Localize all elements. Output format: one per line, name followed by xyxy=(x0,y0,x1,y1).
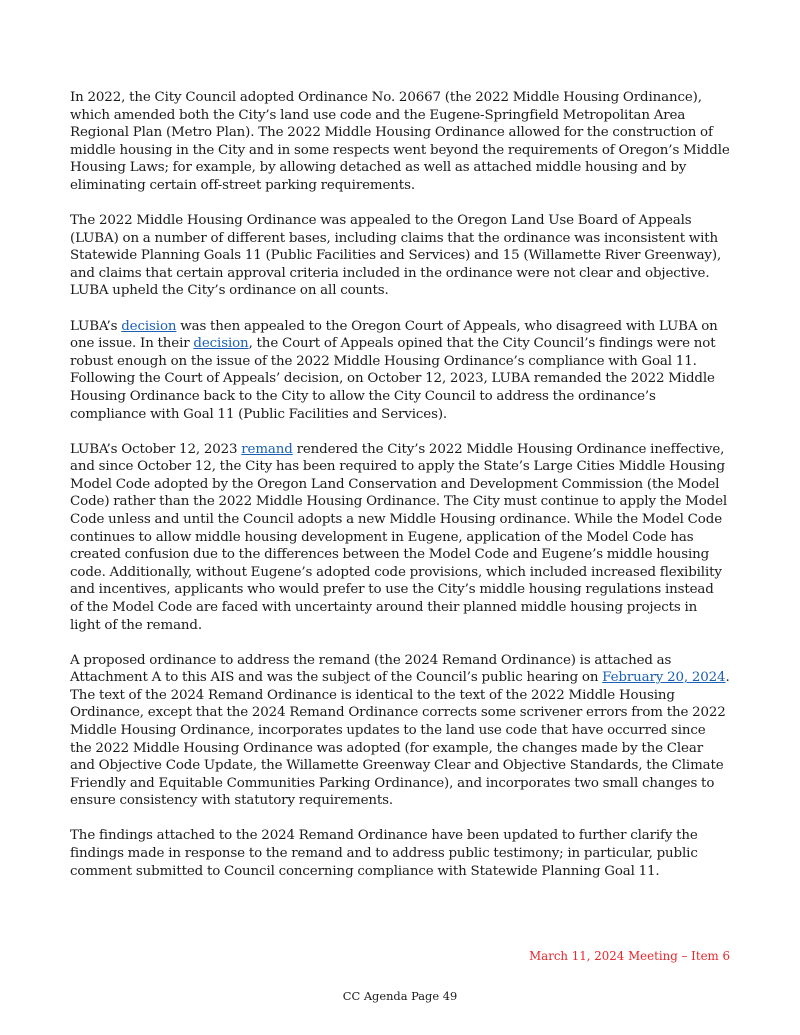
meeting-item-footer: March 11, 2024 Meeting – Item 6 xyxy=(529,949,730,963)
paragraph-court-of-appeals xyxy=(70,318,730,424)
paragraph-2022-ordinance: In 2022, the City Council adopted Ordinance No. 20667 (the 2022 Middle Housing Ordinance), which amended both the City’s land use code and the Eugene-Springfield Metropolitan Area Regional Plan (Metro Plan). The 2022 Middle Housing Ordinance allowed for the construction of middle housing in the City and in some respects went beyond the requirements of Oregon’s Middle Housing Laws; for example, by allowing detached as well as attached middle housing and by eliminating certain off-street parking requirements. xyxy=(70,90,730,193)
remand-link[interactable]: remand xyxy=(241,441,293,457)
text-run: LUBA’s October 12, 2023 xyxy=(70,441,242,457)
text-run: A proposed ordinance to address the remand (the 2024 Remand Ordinance) is attached as Attachment A to this AIS and was the subject of the Council’s public hearing on xyxy=(70,652,672,686)
text-run: , the Court of Appeals opined that the City Council’s findings were not robust enough on the issue of the 2022 Middle Housing Ordinance’s compliance with Goal 11. Following the Court of Appeals’ decision, on October 12, 2023, LUBA remanded the 2022 Middle Housing Ordinance back to the City to allow the City Council to address the ordinance’s compliance with Goal 11 (Public Facilities and Services). xyxy=(70,336,716,422)
text-run: . The text of the 2024 Remand Ordinance is identical to the text of the 2022 Middle Housing Ordinance, except that the 2024 Remand Ordinance corrects some scrivener errors from the 2022 Middle Housing Ordinance, incorporates updates to the land use code that have occurred since the 2022 Middle Housing Ordinance was adopted (for example, the changes made by the Clear and Objective Code Update, the Willamette Greenway Clear and Objective Standards, the Climate Friendly and Equitable Communities Parking Ordinance), and incorporates two small changes to ensure consistency with statutory requirements. xyxy=(70,670,730,809)
paragraph-findings: The findings attached to the 2024 Remand Ordinance have been updated to further clarify the findings made in response to the remand and to address public testimony; in particular, public comment submitted to Council concerning compliance with Statewide Planning Goal 11. xyxy=(70,828,698,879)
public-hearing-date-link[interactable]: February 20, 2024 xyxy=(602,670,726,686)
text-run: was then appealed to the Oregon Court of Appeals, who disagreed with LUBA on one issue. In their xyxy=(70,318,718,352)
agenda-page-number: CC Agenda Page 49 xyxy=(342,989,458,1003)
text-run: rendered the City’s 2022 Middle Housing Ordinance ineffective, and since October 12, the City has been required to apply the State’s Large Cities Middle Housing Model Code adopted by the Oregon Land Conservation and Development Commission (the Model Code) rather than the 2022 Middle Housing Ordinance. The City must continue to apply the Model Code unless and until the Council adopts a new Middle Housing ordinance. While the Model Code continues to allow middle housing development in Eugene, application of the Model Code has created confusion due to the differences between the Model Code and Eugene’s middle housing code. Additionally, without Eugene’s adopted code provisions, which included increased flexibility and incentives, applicants who would prefer to use the City’s middle housing regulations instead of the Model Code are faced with uncertainty around their planned middle housing projects in light of the remand. xyxy=(70,441,728,633)
document-body xyxy=(70,89,730,898)
paragraph-luba-appeal: The 2022 Middle Housing Ordinance was appealed to the Oregon Land Use Board of Appeals (LUBA) on a number of different bases, including claims that the ordinance was inconsistent with Statewide Planning Goals 11 (Public Facilities and Services) and 15 (Willamette River Greenway), and claims that certain approval criteria included in the ordinance were not clear and objective. LUBA upheld the City’s ordinance on all counts. xyxy=(70,213,722,299)
paragraph-remand-effect xyxy=(70,441,730,635)
court-of-appeals-decision-link[interactable]: decision xyxy=(193,336,249,352)
text-run: LUBA’s xyxy=(70,318,122,334)
luba-decision-link[interactable]: decision xyxy=(121,318,177,334)
paragraph-2024-remand-ordinance xyxy=(70,652,730,810)
